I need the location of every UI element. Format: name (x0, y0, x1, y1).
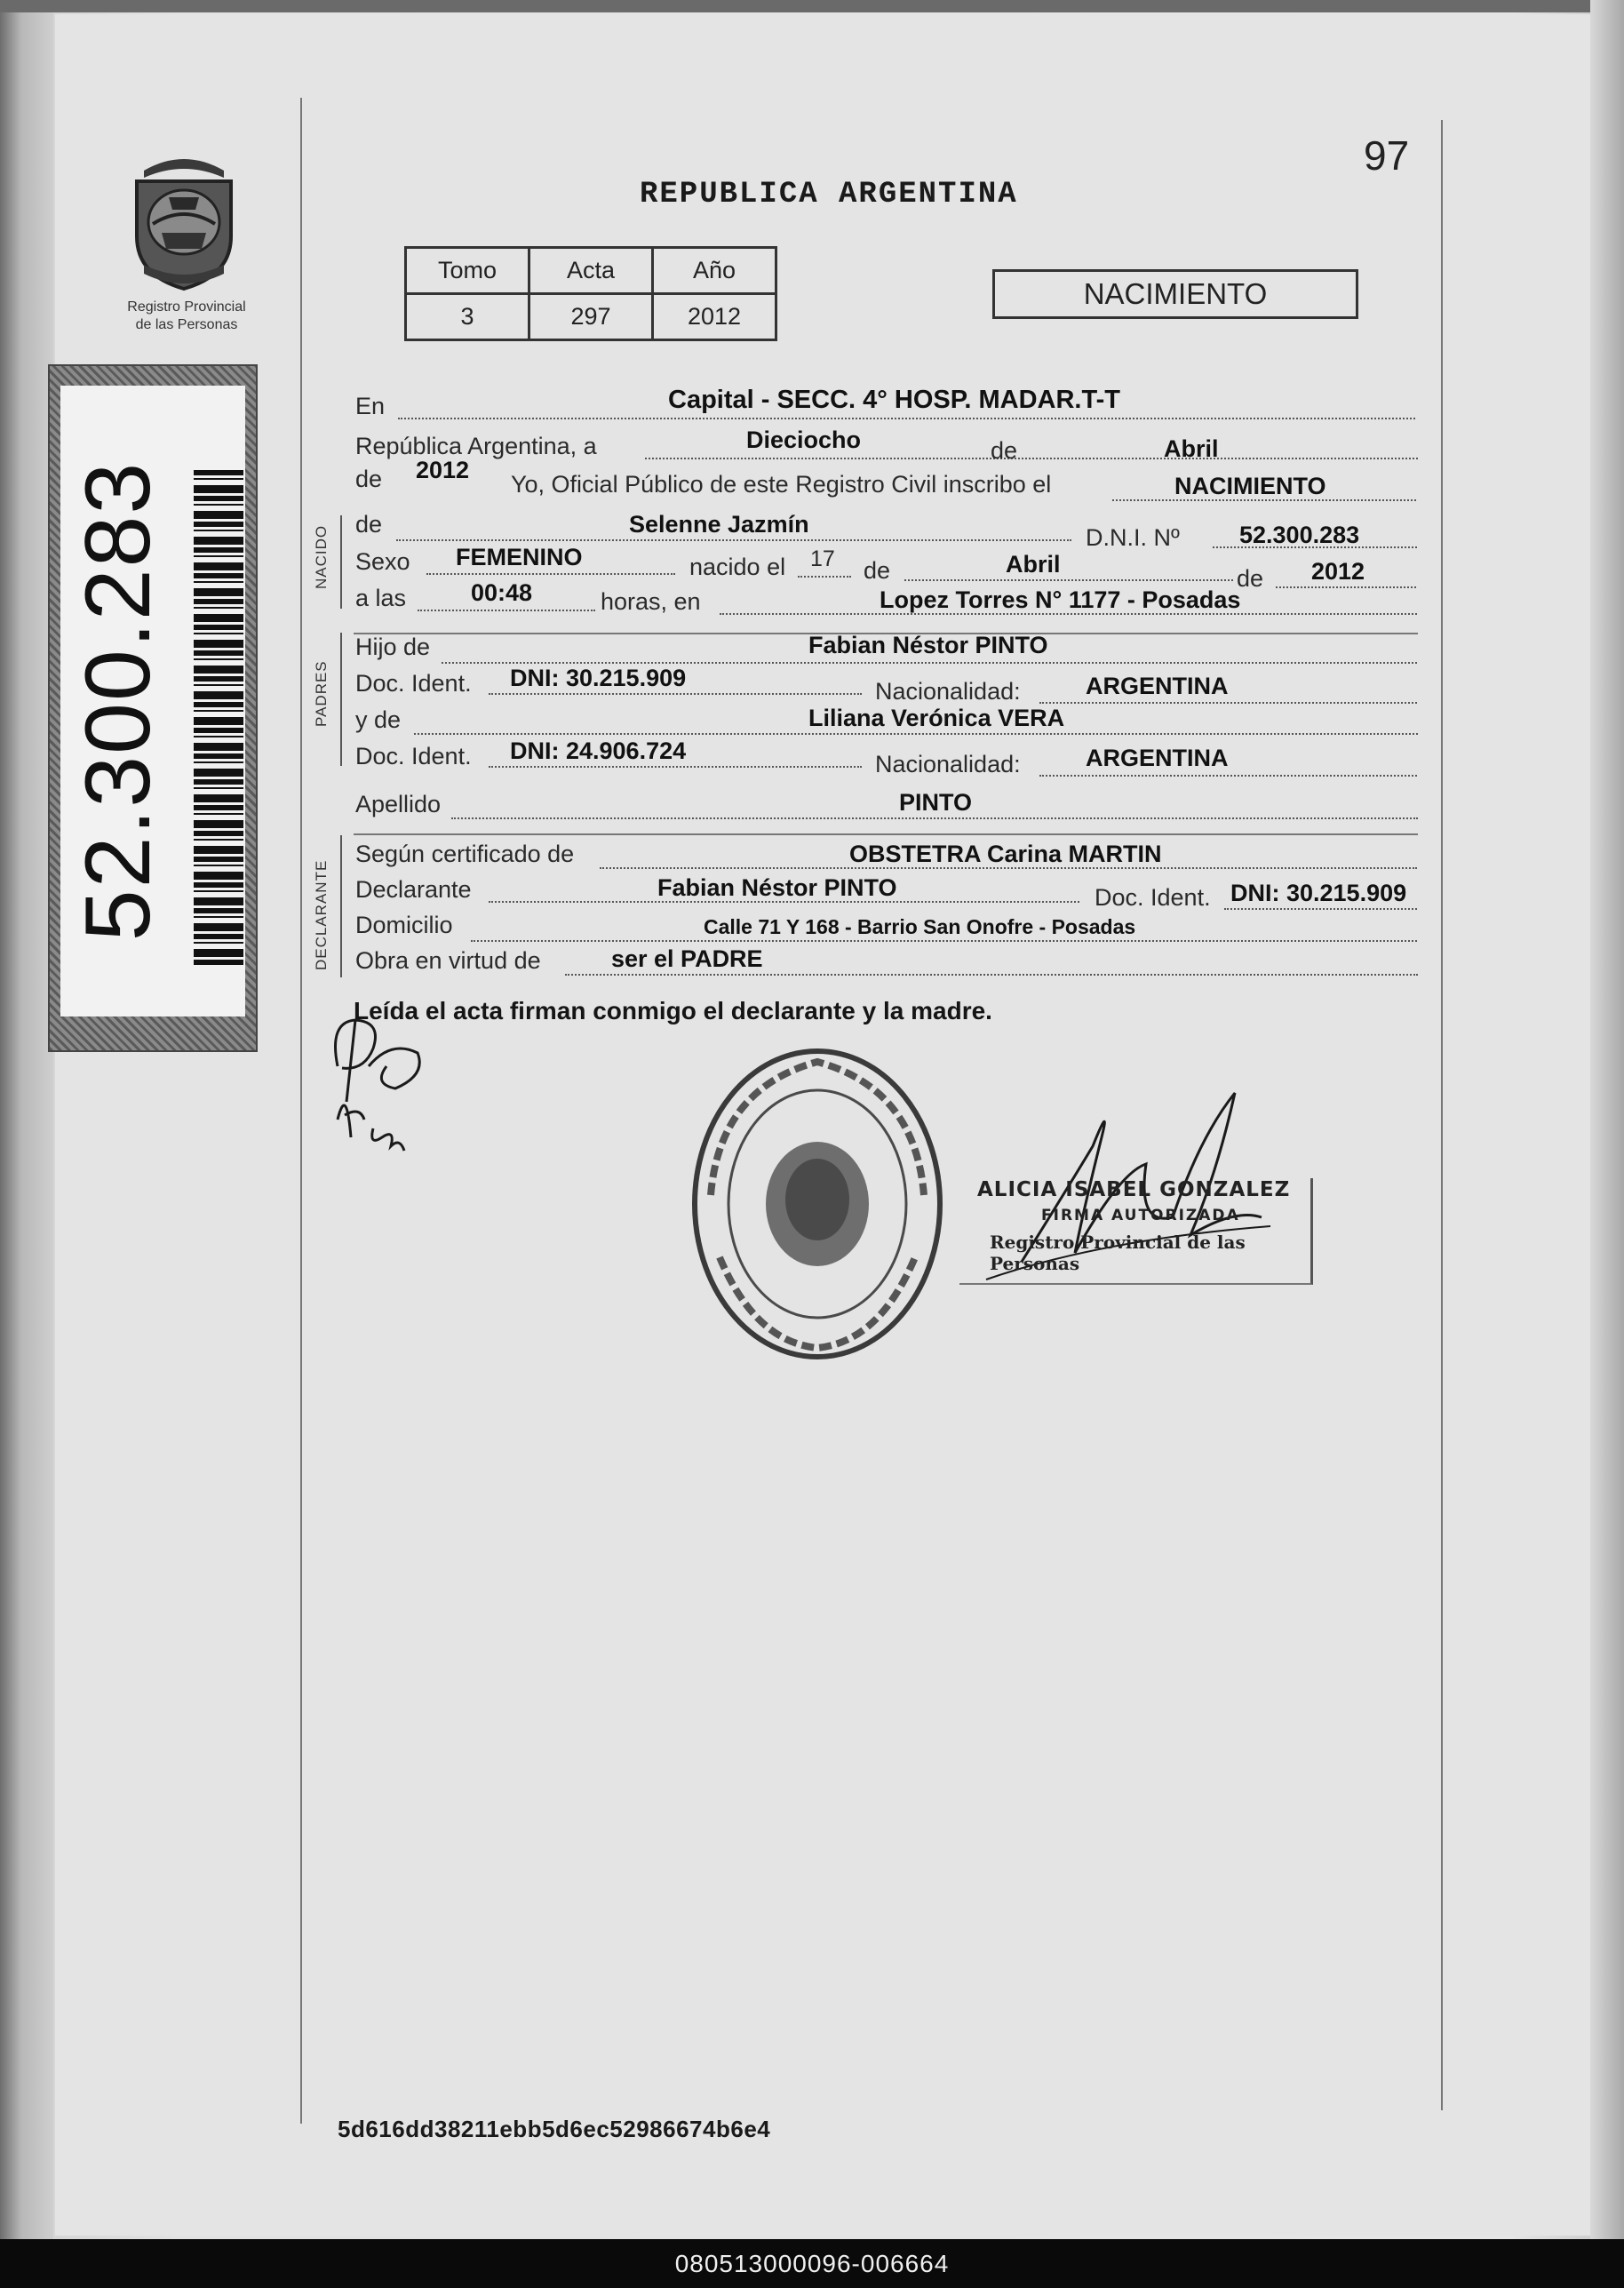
child-name-value: Selenne Jazmín (629, 511, 809, 538)
barcode-bars (194, 470, 243, 968)
mother-doc-dotline (489, 766, 862, 768)
page-number: 97 (1364, 132, 1410, 179)
birth-day-value: 17 (810, 546, 835, 571)
registry-table-header-row (406, 248, 776, 294)
father-dotline (442, 662, 1417, 664)
obra-value: ser el PADRE (611, 945, 763, 972)
declarant-doc-label: Doc. Ident. (1095, 884, 1211, 911)
apellido-label: Apellido (355, 791, 442, 817)
registry-value-tomo: 3 (406, 294, 529, 340)
father-doc-label: Doc. Ident. (355, 670, 472, 697)
right-margin-line (1441, 120, 1443, 2110)
registry-header-tomo: Tomo (406, 248, 529, 294)
right-edge (1590, 0, 1624, 2239)
crest-caption-line2: de las Personas (135, 317, 238, 332)
birth-month-dotline (904, 579, 1233, 581)
footer-code: 080513000096-006664 (0, 2239, 1624, 2288)
mother-name-value: Liliana Verónica VERA (808, 705, 1065, 731)
officer-text: Yo, Oficial Público de este Registro Civil inscribo el (511, 471, 1052, 498)
father-nationality-dotline (1039, 702, 1417, 704)
domicilio-value: Calle 71 Y 168 - Barrio San Onofre - Posadas (704, 915, 1136, 938)
hijo-label: Hijo de (355, 634, 431, 660)
declarant-doc-value: DNI: 30.215.909 (1230, 880, 1407, 906)
binding-edge (0, 0, 53, 2239)
section-label-nacido: NACIDO (313, 524, 330, 589)
province-crest-icon (117, 151, 251, 293)
birth-day-dotline (798, 576, 851, 578)
year-de-label: de (355, 466, 383, 492)
apellido-value: PINTO (899, 789, 973, 816)
time-dotline (418, 610, 595, 611)
father-doc-value: DNI: 30.215.909 (510, 665, 687, 691)
official-seal-icon (684, 1035, 951, 1373)
nacido-el-label: nacido el (689, 554, 786, 580)
left-margin-line (300, 98, 302, 2124)
en-dotline (398, 418, 1415, 419)
republica-label: República Argentina, a (355, 433, 597, 459)
stamp-office: Registro Provincial de las Personas (990, 1232, 1246, 1274)
obra-dotline (565, 974, 1418, 976)
registry-header-ano: Año (653, 248, 776, 294)
alas-label: a las (355, 585, 407, 611)
name-dotline (396, 539, 1071, 541)
section-label-declarante: DECLARANTE (313, 859, 330, 970)
domicilio-label: Domicilio (355, 912, 453, 938)
month-value: Abril (1164, 435, 1219, 462)
mother-dotline (414, 733, 1418, 735)
sexo-dotline (426, 573, 675, 575)
en-value: Capital - SECC. 4° HOSP. MADAR.T-T (668, 386, 1120, 414)
crest-caption-line1: Registro Provincial (127, 299, 246, 315)
dni-label: D.N.I. Nº (1086, 524, 1180, 551)
birth-year-de-label: de (1237, 565, 1264, 592)
section-label-padres: PADRES (313, 660, 330, 727)
top-edge (0, 0, 1624, 12)
obra-label: Obra en virtud de (355, 947, 541, 974)
signature-stamp (959, 1178, 1313, 1285)
stamp-name: ALICIA ISABEL GONZALEZ (977, 1178, 1291, 1201)
month-de-label: de (991, 437, 1018, 464)
registry-table (404, 246, 777, 341)
birth-month-de-label: de (864, 557, 891, 584)
domicilio-dotline (471, 940, 1417, 942)
registry-value-ano: 2012 (653, 294, 776, 340)
mother-nationality-dotline (1039, 775, 1417, 777)
day-words-value: Dieciocho (746, 427, 862, 453)
birth-year-dotline (1276, 586, 1416, 588)
padres-separator (354, 833, 1418, 835)
mother-nationality-label: Nacionalidad: (875, 751, 1021, 777)
registry-table-value-row (406, 294, 776, 340)
sexo-label: Sexo (355, 548, 410, 575)
declarant-name-value: Fabian Néstor PINTO (657, 874, 897, 901)
year-value: 2012 (416, 457, 470, 483)
country-heading: REPUBLICA ARGENTINA (640, 178, 1018, 211)
declarante-label: Declarante (355, 876, 472, 903)
republica-dotline (645, 458, 1418, 459)
section-divider-declarante (340, 835, 342, 977)
horas-label: horas, en (601, 588, 701, 615)
mother-doc-label: Doc. Ident. (355, 743, 472, 769)
inscription-type-value: NACIMIENTO (1174, 473, 1326, 499)
child-dni-value: 52.300.283 (1239, 522, 1360, 548)
birth-month-value: Abril (1006, 551, 1061, 578)
certificate-value: OBSTETRA Carina MARTIN (849, 841, 1162, 867)
mother-doc-value: DNI: 24.906.724 (510, 737, 687, 764)
barcode-inner (60, 386, 245, 1016)
father-nationality-label: Nacionalidad: (875, 678, 1021, 705)
birth-year-value: 2012 (1311, 558, 1365, 585)
father-name-value: Fabian Néstor PINTO (808, 632, 1048, 658)
act-type-box: NACIMIENTO (992, 269, 1358, 319)
apellido-dotline (451, 817, 1418, 819)
en-label: En (355, 393, 386, 419)
yde-label: y de (355, 706, 402, 733)
name-de-label: de (355, 511, 383, 538)
sexo-value: FEMENINO (456, 544, 583, 570)
section-divider-nacido (340, 515, 342, 609)
registry-header-acta: Acta (529, 248, 653, 294)
birth-place-value: Lopez Torres N° 1177 - Posadas (880, 586, 1241, 613)
father-nationality-value: ARGENTINA (1086, 673, 1229, 699)
birth-time-value: 00:48 (471, 579, 533, 606)
closing-statement: Leída el acta firman conmigo el declarante y la madre. (354, 997, 992, 1024)
document-hash: 5d616dd38211ebb5d6ec52986674b6e4 (338, 2116, 771, 2142)
handwritten-initials (320, 1004, 453, 1182)
registry-value-acta: 297 (529, 294, 653, 340)
segun-label: Según certificado de (355, 841, 575, 867)
father-doc-dotline (489, 693, 862, 695)
barcode-label (48, 364, 258, 1052)
mother-nationality-value: ARGENTINA (1086, 745, 1229, 771)
barcode-number: 52.300.283 (67, 460, 170, 942)
declarant-doc-dotline (1224, 908, 1417, 910)
stamp-role: FIRMA AUTORIZADA (1041, 1207, 1240, 1224)
section-divider-padres (340, 633, 342, 766)
crest-caption (89, 299, 284, 334)
